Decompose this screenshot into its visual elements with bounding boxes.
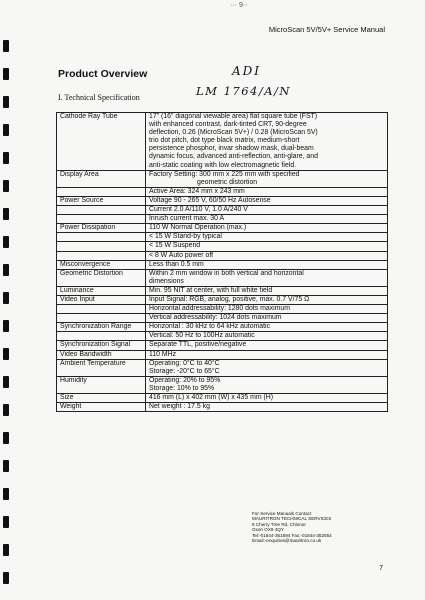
- spec-value: [146, 403, 388, 412]
- spec-row: [57, 260, 388, 269]
- binding-hole: [3, 572, 9, 584]
- spec-value-line: Within 2 mm window in both vertical and horizontal: [149, 269, 304, 277]
- spec-value-line: Input Signal: RGB, analog, positive, max. 0.7 V/75 Ω: [149, 295, 310, 303]
- spec-label: [57, 242, 146, 251]
- spec-row: [57, 394, 388, 403]
- spec-value-line: 110 MHz: [149, 350, 177, 358]
- spec-value-line: Current 2.0 A/110 V, 1.0 A/240 V: [149, 206, 248, 214]
- contact-line: Tel:-01844-351694 Fax:-01844-352554: [252, 532, 332, 538]
- spec-value-line: dynamic focus, advanced anti-reflection, anti-glare, and: [149, 153, 318, 161]
- spec-label: [57, 314, 146, 323]
- spec-value-line: Storage: -20°C to 65°C: [149, 367, 220, 375]
- spec-value-line: Less than 0.5 mm: [149, 260, 204, 268]
- spec-value: [146, 295, 388, 304]
- spec-label: [57, 215, 146, 224]
- binding-hole: [3, 40, 9, 52]
- contact-line: Oxon OX9 4QY: [252, 527, 284, 533]
- spec-row: [57, 113, 388, 171]
- spec-label: Synchronization Range: [57, 323, 146, 332]
- spec-row: [57, 196, 388, 205]
- binding-hole: [3, 68, 9, 80]
- spec-label: Weight: [57, 403, 146, 412]
- spec-row: [57, 295, 388, 304]
- binding-hole: [3, 152, 9, 164]
- binding-hole: [3, 208, 9, 220]
- spec-value: [146, 196, 388, 205]
- spec-row: [57, 269, 388, 286]
- spec-table-body: [57, 113, 388, 412]
- spec-value: [146, 206, 388, 215]
- binding-hole: [3, 292, 9, 304]
- binding-hole: [3, 376, 9, 388]
- spec-value: [146, 170, 388, 187]
- binding-hole: [3, 96, 9, 108]
- spec-value-line: geometric distortion: [197, 178, 258, 186]
- spec-label: Humidity: [57, 376, 146, 393]
- binding-hole: [3, 320, 9, 332]
- spec-value-line: dimensions: [149, 277, 184, 285]
- page-number: 7: [379, 565, 383, 572]
- spec-value: [146, 394, 388, 403]
- spec-value: [146, 224, 388, 233]
- spec-row: [57, 187, 388, 196]
- contact-stamp: [252, 511, 332, 543]
- contact-line: MAURITRON TECHNICAL SERVICES: [252, 516, 332, 522]
- spec-row: [57, 332, 388, 341]
- spec-row: [57, 403, 388, 412]
- spec-label: [57, 251, 146, 260]
- binding-hole: [3, 236, 9, 248]
- spec-value: [146, 269, 388, 286]
- binding-hole: [3, 460, 9, 472]
- spec-label: [57, 332, 146, 341]
- spec-label: Cathode Ray Tube: [57, 113, 146, 171]
- spec-value-line: 416 mm (L) x 402 mm (W) x 435 mm (H): [149, 394, 274, 401]
- spec-label: Power Source: [57, 196, 146, 205]
- spec-value-line: Voltage 90 - 265 V, 60/50 Hz Autosense: [149, 196, 271, 204]
- spec-value-line: Factory Setting: 300 mm x 225 mm with specified: [149, 170, 300, 178]
- spec-row: [57, 314, 388, 323]
- spec-value-line: trio dot pitch, dot type black matrix, medium-short: [149, 137, 300, 145]
- binding-hole: [3, 488, 9, 500]
- contact-line: 8 Cherry Tree Rd, Chinnor: [252, 521, 306, 527]
- spec-label: Synchronization Signal: [57, 341, 146, 350]
- spec-label: Geometric Distortion: [57, 269, 146, 286]
- spec-value: [146, 350, 388, 359]
- spec-row: [57, 323, 388, 332]
- spec-row: [57, 305, 388, 314]
- running-header: MicroScan 5V/5V+ Service Manual: [268, 25, 385, 34]
- binding-holes: [3, 0, 11, 600]
- spec-row: [57, 286, 388, 295]
- spec-value: [146, 233, 388, 242]
- spec-value-line: Inrush current max. 30 A: [149, 215, 225, 223]
- binding-hole: [3, 124, 9, 136]
- spec-value: [146, 187, 388, 196]
- spec-value-line: deflection, 0.26 (MicroScan 5V+) / 0.28 (MicroScan 5V): [149, 129, 318, 137]
- contact-line: Email:-enquiries@mauritron.co.uk: [252, 538, 322, 544]
- spec-value: [146, 260, 388, 269]
- spec-value-line: < 8 W Auto power off: [149, 251, 214, 259]
- spec-value: [146, 341, 388, 350]
- spec-value: [146, 305, 388, 314]
- spec-value-line: Separate TTL, positive/negative: [149, 341, 247, 349]
- spec-value: [146, 113, 388, 171]
- spec-value: [146, 332, 388, 341]
- spec-value-line: Operating: 20% to 95%: [149, 376, 221, 384]
- spec-value-line: Operating: 0°C to 40°C: [149, 359, 220, 367]
- spec-value-line: Storage: 10% to 95%: [149, 384, 215, 392]
- top-mark: ··· 9··: [230, 2, 248, 9]
- spec-label: Size: [57, 394, 146, 403]
- spec-value: [146, 215, 388, 224]
- spec-value-line: with enhanced contrast, dark-tinted CRT, 90-degree: [149, 121, 307, 129]
- spec-label: Display Area: [57, 170, 146, 187]
- spec-value: [146, 286, 388, 295]
- spec-row: [57, 224, 388, 233]
- binding-hole: [3, 404, 9, 416]
- spec-label: [57, 305, 146, 314]
- spec-value-line: < 15 W Stand-by typical: [149, 233, 222, 241]
- spec-value-line: persistence phosphor, invar shadow mask, dual-beam: [149, 145, 314, 153]
- page-title: Product Overview: [58, 68, 148, 80]
- contact-line: For Service Manuals Contact: [252, 511, 312, 516]
- spec-value-line: 17" (16" diagonal viewable area) flat square tube (FST): [149, 113, 318, 120]
- spec-label: [57, 187, 146, 196]
- spec-value: [146, 242, 388, 251]
- spec-row: [57, 359, 388, 376]
- spec-label: Video Bandwidth: [57, 350, 146, 359]
- spec-value: [146, 359, 388, 376]
- binding-hole: [3, 348, 9, 360]
- spec-value-line: anti-static coating with low electromagnetic field.: [149, 161, 297, 169]
- spec-row: [57, 170, 388, 187]
- binding-hole: [3, 516, 9, 528]
- spec-label: Misconvergence: [57, 260, 146, 269]
- spec-row: [57, 376, 388, 393]
- spec-label: [57, 233, 146, 242]
- spec-value: [146, 251, 388, 260]
- spec-label: [57, 206, 146, 215]
- spec-row: [57, 215, 388, 224]
- spec-value-line: Vertical: 50 Hz to 100Hz automatic: [149, 332, 255, 340]
- spec-row: [57, 341, 388, 350]
- spec-row: [57, 251, 388, 260]
- spec-value: [146, 314, 388, 323]
- spec-label: Power Dissipation: [57, 224, 146, 233]
- binding-hole: [3, 180, 9, 192]
- spec-value-line: Active Area: 324 mm x 243 mm: [149, 187, 245, 195]
- spec-value: [146, 323, 388, 332]
- spec-value-line: Horizontal addressability: 1280 dots maximum: [149, 305, 290, 313]
- handwritten-note-model: LM 1764/A/N: [196, 84, 291, 98]
- spec-row: [57, 206, 388, 215]
- binding-hole: [3, 432, 9, 444]
- spec-value-line: Net weight : 17.5 kg: [149, 403, 210, 411]
- spec-row: [57, 233, 388, 242]
- spec-label: Video Input: [57, 295, 146, 304]
- spec-table: [56, 112, 388, 412]
- binding-hole: [3, 264, 9, 276]
- spec-value-line: Vertical addressability: 1024 dots maximum: [149, 314, 282, 322]
- spec-row: [57, 242, 388, 251]
- spec-value-line: Horizontal : 30 kHz to 64 kHz automatic: [149, 323, 271, 331]
- binding-hole: [3, 544, 9, 556]
- spec-row: [57, 350, 388, 359]
- spec-label: Luminance: [57, 286, 146, 295]
- spec-label: Ambient Temperature: [57, 359, 146, 376]
- spec-value-line: 110 W Normal Operation (max.): [149, 224, 247, 232]
- spec-value-line: < 15 W Suspend: [149, 242, 201, 250]
- spec-value: [146, 376, 388, 393]
- handwritten-note-adi: ADI: [232, 64, 262, 78]
- spec-value-line: Min. 95 NIT at center, with full white field: [149, 286, 273, 294]
- section-title: I. Technical Specification: [58, 93, 140, 102]
